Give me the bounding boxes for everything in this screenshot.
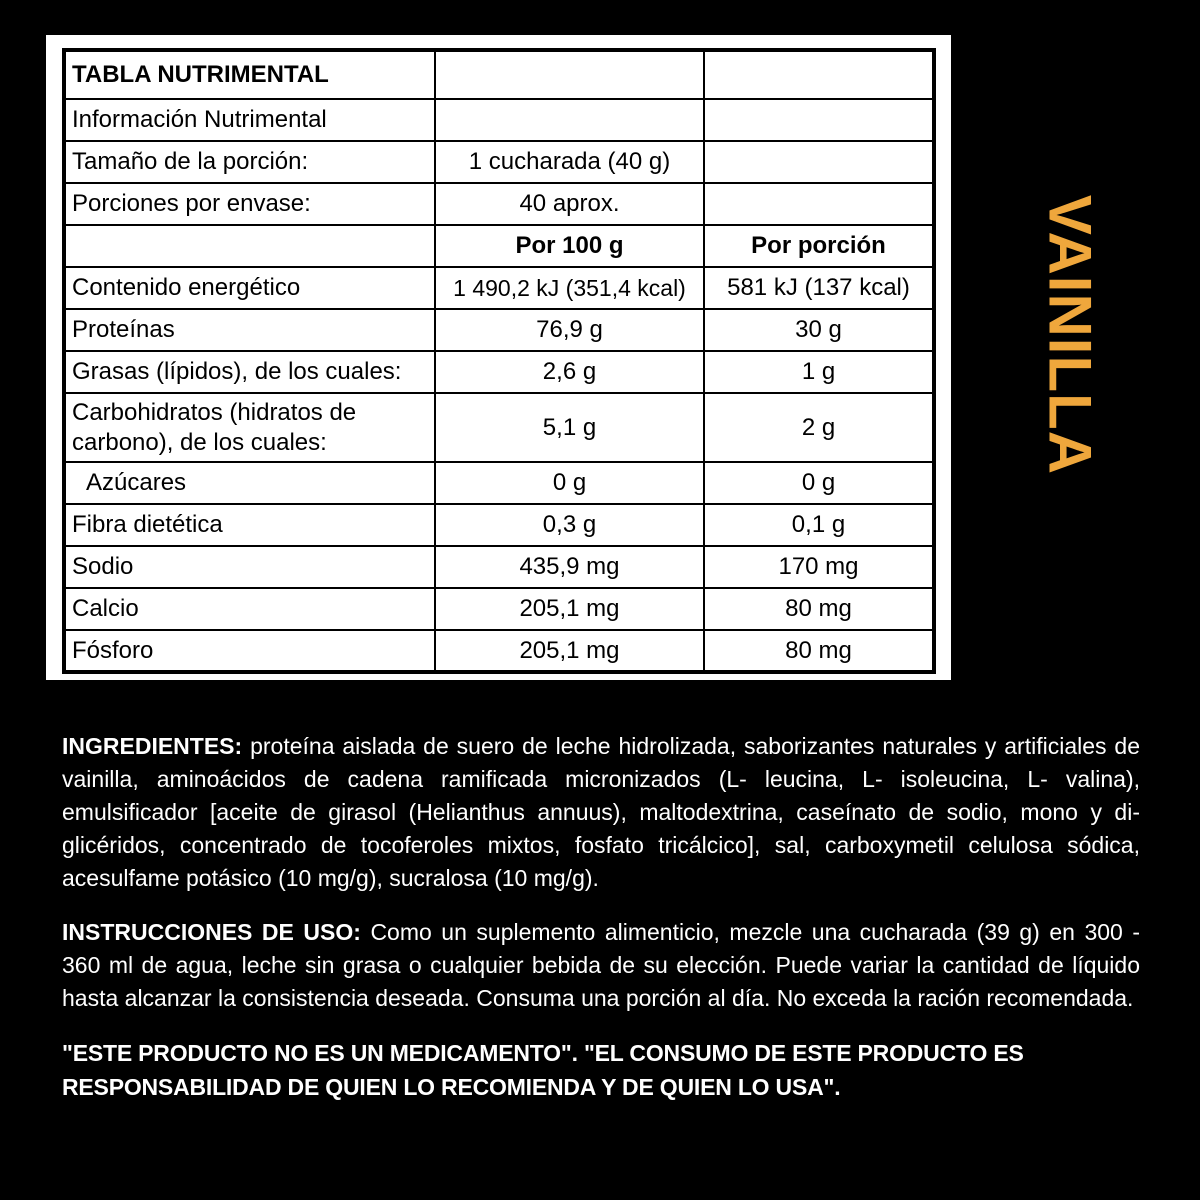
empty-cell bbox=[704, 183, 934, 225]
servings-label: Porciones por envase: bbox=[64, 183, 435, 225]
portion-value: 0 g bbox=[704, 462, 934, 504]
table-row-title bbox=[64, 50, 934, 99]
instructions-body: Como un suplemento alimenticio, mezcle una cucharada (39 g) en 300 - 360 ml de agua, leche sin grasa o cualquier bebida de su elección. Puede variar la cantidad de líquido hasta alcanzar la consistencia deseada. Consuma una porción al día. No exceda la ración recomendada. bbox=[62, 919, 1141, 1011]
empty-cell bbox=[435, 50, 704, 99]
empty-cell bbox=[704, 99, 934, 141]
per100-value: 76,9 g bbox=[435, 309, 704, 351]
servings-value: 40 aprox. bbox=[435, 183, 704, 225]
label-text-block bbox=[62, 730, 1140, 1125]
ingredients-heading: INGREDIENTES: bbox=[62, 733, 243, 759]
per100-value: 205,1 mg bbox=[435, 588, 704, 630]
table-row-fiber bbox=[64, 504, 934, 546]
per100-value: 0,3 g bbox=[435, 504, 704, 546]
instructions-paragraph bbox=[62, 916, 1140, 1015]
portion-value: 0,1 g bbox=[704, 504, 934, 546]
portion-value: 80 mg bbox=[704, 630, 934, 672]
per100-value: 1 490,2 kJ (351,4 kcal) bbox=[435, 267, 704, 309]
table-row-sugars bbox=[64, 462, 934, 504]
row-label: Calcio bbox=[64, 588, 435, 630]
table-row-column-headers bbox=[64, 225, 934, 267]
table-row-serving-size bbox=[64, 141, 934, 183]
flavor-label: VAINILLA bbox=[1036, 194, 1104, 476]
row-label: Grasas (lípidos), de los cuales: bbox=[64, 351, 435, 393]
row-label: Fósforo bbox=[64, 630, 435, 672]
instructions-heading: INSTRUCCIONES DE USO: bbox=[62, 919, 361, 945]
table-row-sodium bbox=[64, 546, 934, 588]
row-label: Azúcares bbox=[64, 462, 435, 504]
portion-value: 581 kJ (137 kcal) bbox=[704, 267, 934, 309]
empty-cell bbox=[64, 225, 435, 267]
table-row-subtitle bbox=[64, 99, 934, 141]
table-row-calcium bbox=[64, 588, 934, 630]
portion-value: 30 g bbox=[704, 309, 934, 351]
portion-value: 2 g bbox=[704, 393, 934, 462]
nutrition-panel bbox=[46, 35, 951, 680]
per100-header: Por 100 g bbox=[435, 225, 704, 267]
ingredients-paragraph bbox=[62, 730, 1140, 895]
portion-header: Por porción bbox=[704, 225, 934, 267]
empty-cell bbox=[435, 99, 704, 141]
table-row-fat bbox=[64, 351, 934, 393]
table-row-carbs bbox=[64, 393, 934, 462]
table-subtitle: Información Nutrimental bbox=[64, 99, 435, 141]
portion-value: 170 mg bbox=[704, 546, 934, 588]
serving-size-value: 1 cucharada (40 g) bbox=[435, 141, 704, 183]
table-title: TABLA NUTRIMENTAL bbox=[64, 50, 435, 99]
row-label: Fibra dietética bbox=[64, 504, 435, 546]
ingredients-body: proteína aislada de suero de leche hidrolizada, saborizantes naturales y artificiales de vainilla, aminoácidos de cadena ramificada micronizados (L- leucina, L- isoleucina, L- valina), emulsificador [aceite de girasol (Helianthus annuus), maltodextrina, caseínato de sodio, mono y di-glicéridos, concentrado de tocoferoles mixtos, fosfato tricálcico], sal, carboxymetil celulosa sódica, acesulfame potásico (10 mg/g), sucralosa (10 mg/g). bbox=[62, 733, 1140, 891]
per100-value: 0 g bbox=[435, 462, 704, 504]
per100-value: 2,6 g bbox=[435, 351, 704, 393]
portion-value: 80 mg bbox=[704, 588, 934, 630]
per100-value: 5,1 g bbox=[435, 393, 704, 462]
empty-cell bbox=[704, 141, 934, 183]
row-label: Proteínas bbox=[64, 309, 435, 351]
nutrition-table bbox=[62, 48, 936, 674]
empty-cell bbox=[704, 50, 934, 99]
table-row-protein bbox=[64, 309, 934, 351]
table-row-phosphorus bbox=[64, 630, 934, 672]
table-row-servings bbox=[64, 183, 934, 225]
per100-value: 205,1 mg bbox=[435, 630, 704, 672]
serving-size-label: Tamaño de la porción: bbox=[64, 141, 435, 183]
row-label: Carbohidratos (hidratos de carbono), de los cuales: bbox=[64, 393, 435, 462]
per100-value: 435,9 mg bbox=[435, 546, 704, 588]
row-label: Sodio bbox=[64, 546, 435, 588]
disclaimer-paragraph: "ESTE PRODUCTO NO ES UN MEDICAMENTO". "EL CONSUMO DE ESTE PRODUCTO ES RESPONSABILIDAD DE QUIEN LO RECOMIENDA Y DE QUIEN LO USA". bbox=[62, 1040, 1024, 1100]
portion-value: 1 g bbox=[704, 351, 934, 393]
table-row-energy bbox=[64, 267, 934, 309]
row-label: Contenido energético bbox=[64, 267, 435, 309]
